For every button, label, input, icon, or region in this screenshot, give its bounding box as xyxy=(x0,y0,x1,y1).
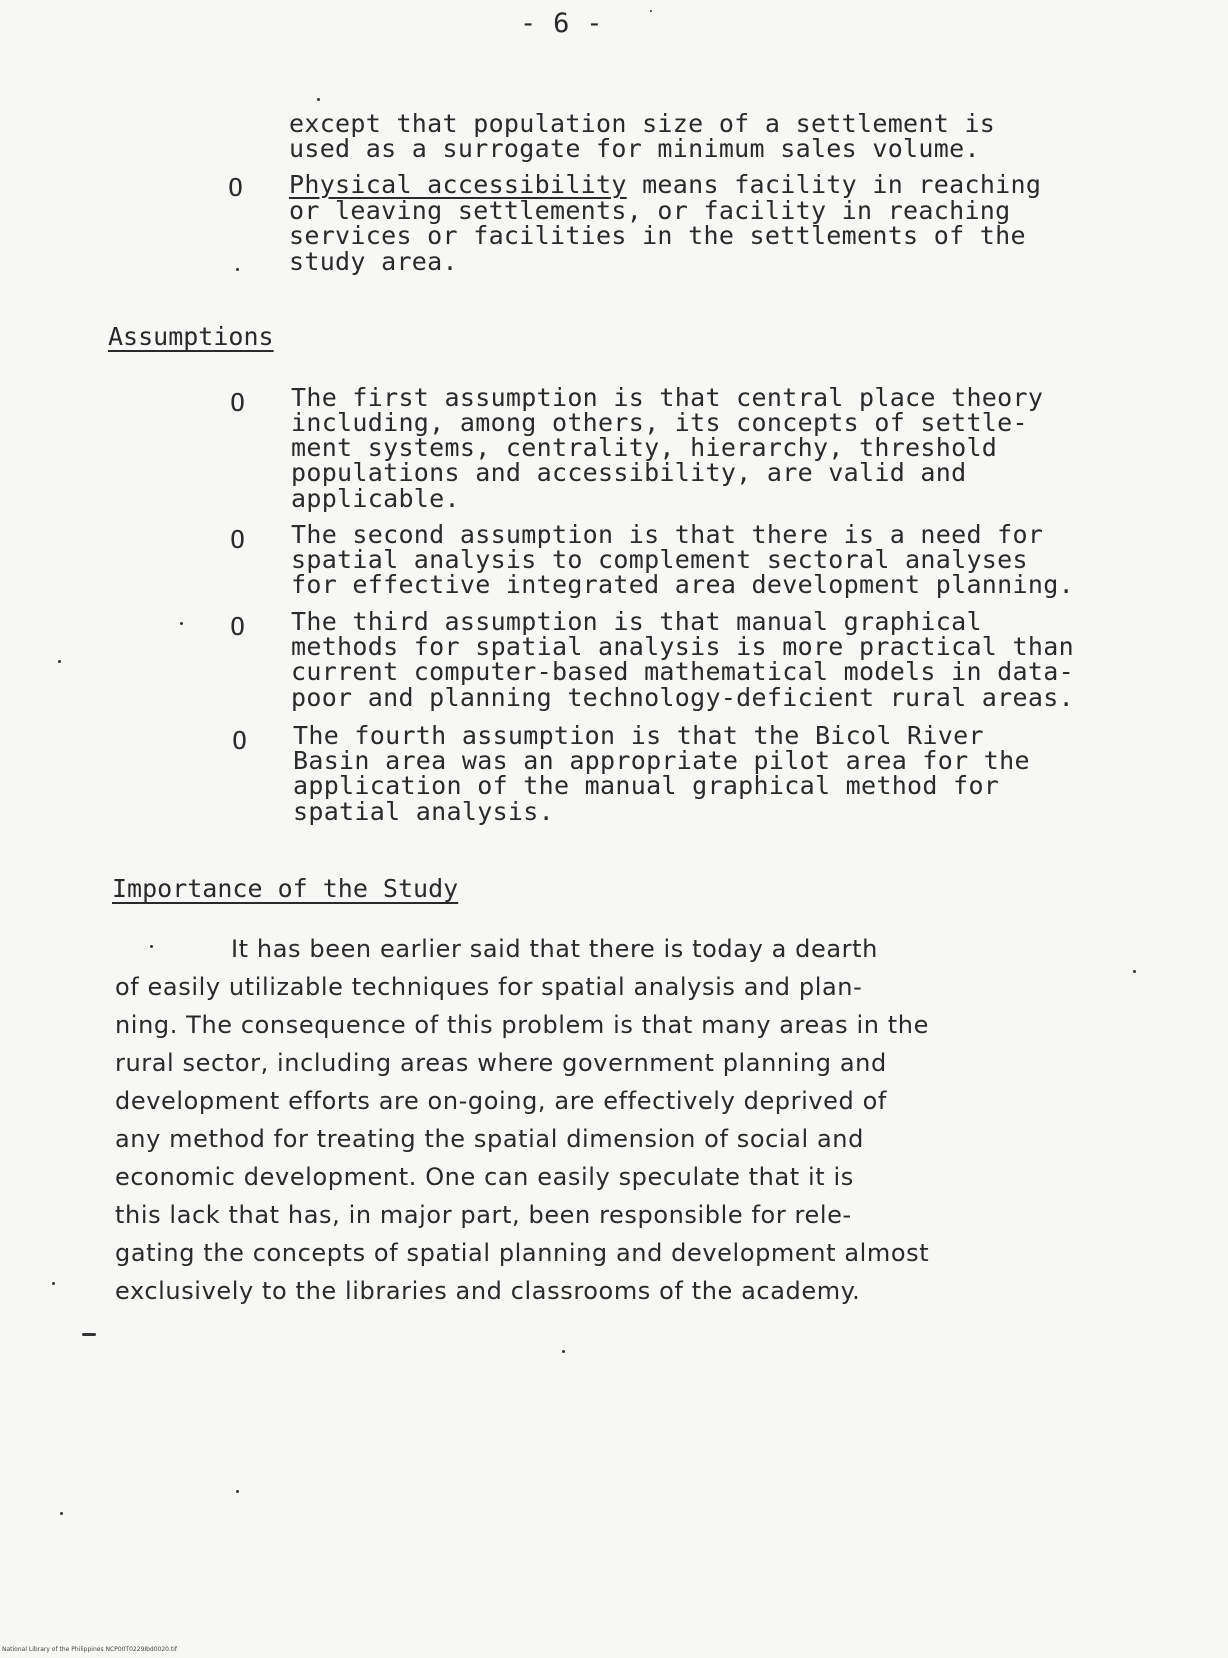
defined-term: Physical accessibility xyxy=(289,170,627,199)
text-line: exclusively to the libraries and classrooms of the academy. xyxy=(115,1277,861,1305)
text-line: ment systems, centrality, hierarchy, threshold xyxy=(291,433,998,462)
text-line: including, among others, its concepts of settle- xyxy=(291,408,1028,437)
text-line: except that population size of a settlement is xyxy=(289,109,996,138)
scan-speck xyxy=(317,98,320,101)
text-line: The fourth assumption is that the Bicol River xyxy=(293,721,984,750)
text-line: or leaving settlements, or facility in reaching xyxy=(289,196,1011,225)
text-line: current computer-based mathematical models in data- xyxy=(291,657,1074,686)
text-line: economic development. One can easily speculate that it is xyxy=(115,1163,854,1191)
text-line: services or facilities in the settlements of the xyxy=(289,221,1026,250)
scan-speck xyxy=(58,660,61,663)
text-line: methods for spatial analysis is more practical than xyxy=(291,632,1074,661)
section-heading-importance: Importance of the Study xyxy=(112,874,459,903)
scan-speck xyxy=(52,1282,55,1285)
scan-speck xyxy=(562,1350,565,1353)
scan-speck xyxy=(236,268,239,271)
text-line: this lack that has, in major part, been responsible for rele- xyxy=(115,1201,852,1229)
scan-speck xyxy=(150,945,153,948)
scan-speck xyxy=(180,622,183,625)
text-line: The third assumption is that manual graphical xyxy=(291,607,982,636)
text-line: application of the manual graphical method for xyxy=(293,771,1000,800)
text-line: ning. The consequence of this problem is that many areas in the xyxy=(115,1011,929,1039)
scan-speck xyxy=(1133,970,1136,973)
text-line: development efforts are on-going, are effectively deprived of xyxy=(115,1087,887,1115)
bullet-marker: O xyxy=(232,726,248,755)
section-heading-assumptions: Assumptions xyxy=(108,322,274,351)
scan-speck xyxy=(60,1512,63,1515)
scan-speck xyxy=(650,10,652,12)
scan-speck xyxy=(236,1490,239,1493)
definition-text: means facility in reaching xyxy=(626,170,1042,199)
text-line: It has been earlier said that there is today a dearth xyxy=(231,935,878,963)
bullet-marker: O xyxy=(230,388,246,417)
text-line: for effective integrated area development planning. xyxy=(291,570,1074,599)
scan-speck xyxy=(82,1333,96,1336)
text-line: populations and accessibility, are valid and xyxy=(291,458,967,487)
text-line: applicable. xyxy=(291,484,460,513)
text-line: spatial analysis to complement sectoral analyses xyxy=(291,545,1028,574)
text-line: gating the concepts of spatial planning and development almost xyxy=(115,1239,930,1267)
text-line: The first assumption is that central place theory xyxy=(291,383,1044,412)
text-line: Basin area was an appropriate pilot area for the xyxy=(293,746,1030,775)
text-line: study area. xyxy=(289,247,458,276)
text-line: rural sector, including areas where government planning and xyxy=(115,1049,887,1077)
text-line: poor and planning technology-deficient rural areas. xyxy=(291,683,1074,712)
scan-footer-label: National Library of the Philippines NCP00T0229Ibd0020.tif xyxy=(2,1646,178,1653)
bullet-marker: O xyxy=(230,525,246,554)
text-line xyxy=(289,171,1041,198)
text-line: spatial analysis. xyxy=(293,797,554,826)
bullet-marker: O xyxy=(230,612,246,641)
text-line: The second assumption is that there is a need for xyxy=(291,520,1044,549)
text-line: any method for treating the spatial dimension of social and xyxy=(115,1125,864,1153)
text-line: used as a surrogate for minimum sales volume. xyxy=(289,134,980,163)
page-number: - 6 - xyxy=(520,8,603,39)
text-line: of easily utilizable techniques for spatial analysis and plan- xyxy=(115,973,863,1001)
bullet-marker: O xyxy=(228,173,244,202)
